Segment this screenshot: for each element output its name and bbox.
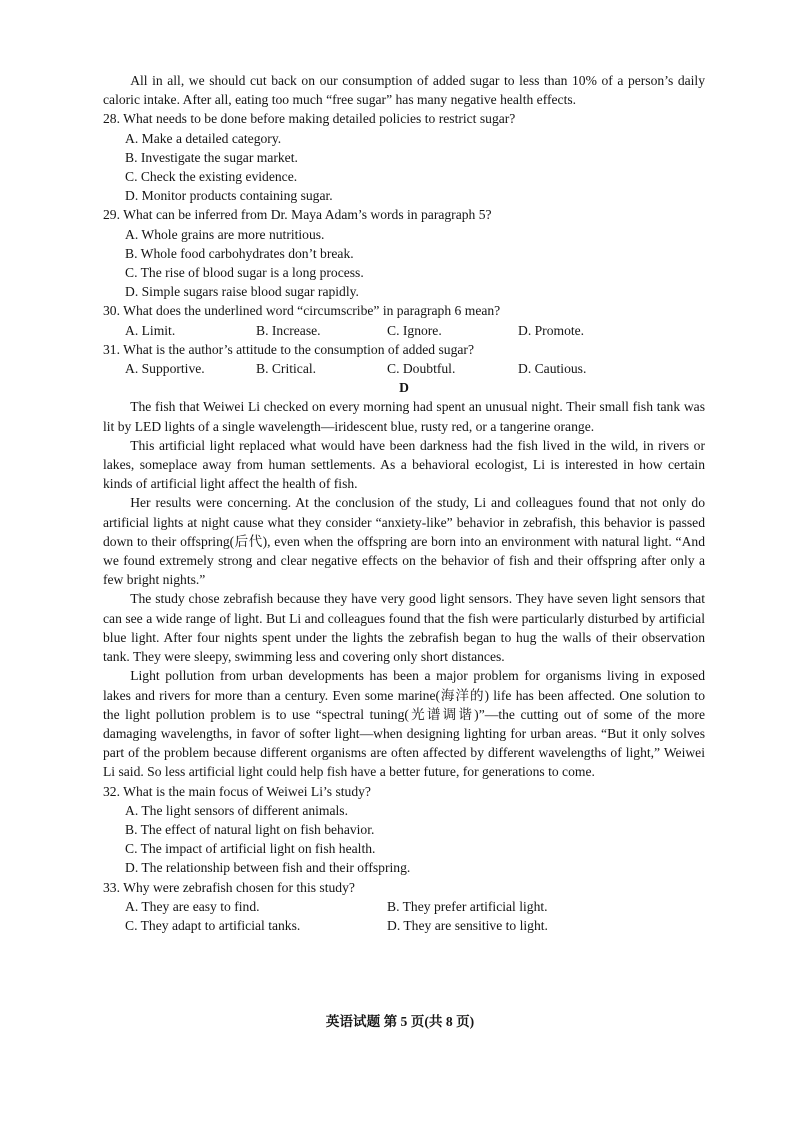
option: C. They adapt to artificial tanks.: [125, 917, 301, 933]
option: D. Monitor products containing sugar.: [125, 188, 333, 204]
option: A. Make a detailed category.: [125, 130, 282, 146]
question-29-options: [103, 225, 705, 302]
paragraph-d-3: Her results were concerning. At the conclusion of the study, Li and colleagues found that not only do artificial lights at night cause what they consider “anxiety-like” behavior in zebrafish, this behavior is passed down to their offspring(后代), even when the offspring are born into an environment with natural light. “And we found extremely strong and clear negative effects on the behavior of fish and their offspring after only a few bright nights.”: [103, 495, 705, 588]
option: D. Cautious.: [518, 361, 587, 377]
option: B. The effect of natural light on fish behavior.: [125, 821, 375, 837]
option: B. Increase.: [256, 322, 321, 338]
option: D. The relationship between fish and their offspring.: [125, 860, 411, 876]
question-33: 33. Why were zebrafish chosen for this study?: [103, 879, 355, 895]
question-29: 29. What can be inferred from Dr. Maya Adam’s words in paragraph 5?: [103, 207, 492, 223]
option: C. The impact of artificial light on fish health.: [125, 841, 376, 857]
option: C. Ignore.: [387, 322, 442, 338]
option: A. Supportive.: [125, 361, 205, 377]
paragraph-d-1: The fish that Weiwei Li checked on every morning had spent an unusual night. Their small fish tank was lit by LED lights of a single wavelength—iridescent blue, rusty red, or a tangerine orange.: [103, 399, 705, 434]
question-28: 28. What needs to be done before making detailed policies to restrict sugar?: [103, 111, 516, 127]
page-content: [103, 71, 705, 935]
option: A. Limit.: [125, 322, 176, 338]
option: B. They prefer artificial light.: [387, 898, 548, 914]
option: D. They are sensitive to light.: [387, 917, 548, 933]
question-31: 31. What is the author’s attitude to the consumption of added sugar?: [103, 341, 474, 357]
option: C. Doubtful.: [387, 361, 456, 377]
option: C. Check the existing evidence.: [125, 169, 298, 185]
option: A. The light sensors of different animals.: [125, 802, 348, 818]
question-33-options-row-2: [103, 916, 705, 935]
question-32-options: [103, 801, 705, 878]
question-31-options: [103, 359, 705, 378]
option: C. The rise of blood sugar is a long process.: [125, 265, 364, 281]
question-33-options-row-1: [103, 897, 705, 916]
option: B. Investigate the sugar market.: [125, 149, 298, 165]
paragraph-c-conclusion: All in all, we should cut back on our consumption of added sugar to less than 10% of a person’s daily caloric intake. After all, eating too much “free sugar” has many negative health effects.: [103, 73, 705, 108]
option: A. Whole grains are more nutritious.: [125, 226, 325, 242]
page-footer: 英语试题 第 5 页(共 8 页): [325, 1014, 475, 1029]
section-d-title: D: [399, 380, 409, 396]
paragraph-d-2: This artificial light replaced what would have been darkness had the fish lived in the wild, in rivers or lakes, someplace away from human settlements. As a behavioral ecologist, Li is interested in how certain kinds of artificial light affect the health of fish.: [103, 437, 705, 492]
paragraph-d-5: Light pollution from urban developments has been a major problem for organisms living in exposed lakes and rivers for more than a century. Even some marine(海洋的) life has been affected. One solution to the light pollution problem is to use “spectral tuning(光谱调谐)”—the cutting out of some of the more damaging wavelengths, in favor of softer light—when designing lighting for urban areas. “But it only solves part of the problem because different organisms are often affected by different wavelengths of light,” Weiwei Li said. So less artificial light could help fish have a better future, for generations to come.: [103, 668, 705, 780]
option: B. Critical.: [256, 361, 317, 377]
question-28-options: [103, 129, 705, 206]
paragraph-d-4: The study chose zebrafish because they have very good light sensors. They have seven light sensors that can see a wide range of light. But Li and colleagues found that the fish were particularly disturbed by artificial blue light. After four nights spent under the lights the zebrafish began to hug the walls of their observation tank. They were sleepy, swimming less and covering only short distances.: [103, 591, 705, 665]
question-30-options: [103, 321, 705, 340]
question-30: 30. What does the underlined word “circumscribe” in paragraph 6 mean?: [103, 303, 501, 319]
option: B. Whole food carbohydrates don’t break.: [125, 245, 354, 261]
question-32: 32. What is the main focus of Weiwei Li’s study?: [103, 783, 371, 799]
option: D. Simple sugars raise blood sugar rapidly.: [125, 284, 359, 300]
option: A. They are easy to find.: [125, 898, 260, 914]
option: D. Promote.: [518, 322, 585, 338]
